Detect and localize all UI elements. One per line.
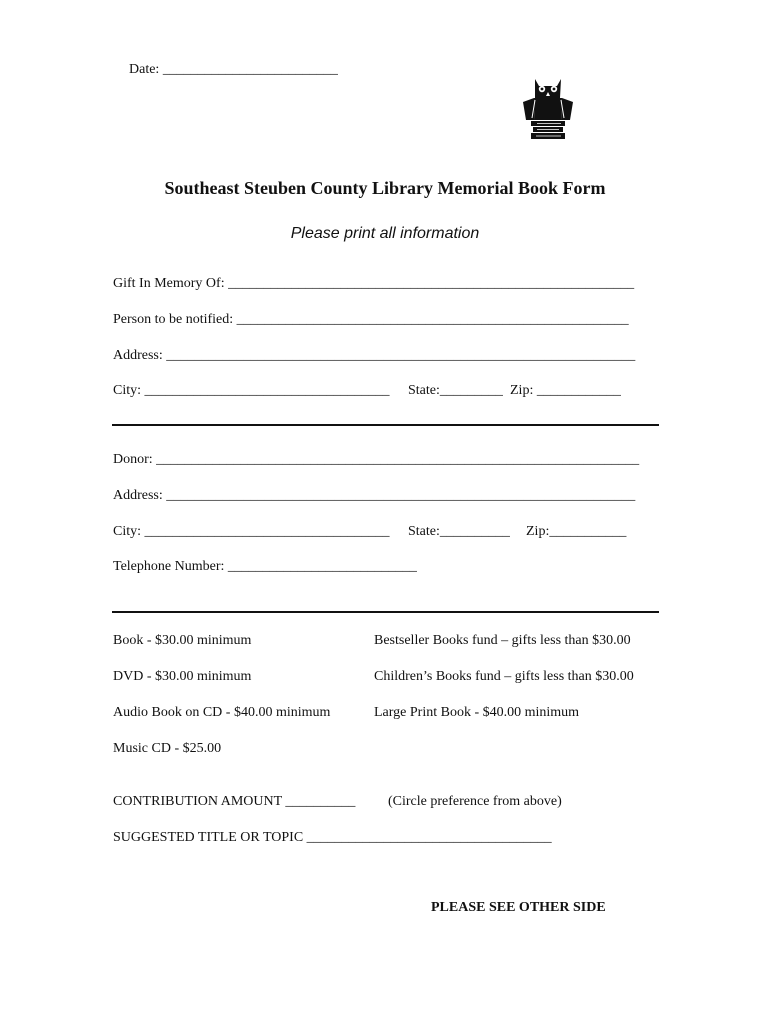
suggested-title-field[interactable]: SUGGESTED TITLE OR TOPIC ___________________________________	[113, 830, 552, 845]
contribution-amount-field[interactable]: CONTRIBUTION AMOUNT __________	[113, 794, 356, 809]
see-other-side-note: PLEASE SEE OTHER SIDE	[431, 900, 606, 915]
telephone-field[interactable]: Telephone Number: ___________________________	[113, 559, 417, 574]
option-large-print: Large Print Book - $40.00 minimum	[374, 705, 580, 720]
option-dvd: DVD - $30.00 minimum	[113, 669, 252, 684]
gift-in-memory-field[interactable]: Gift In Memory Of: __________________________________________________________	[113, 276, 635, 291]
option-audio-book: Audio Book on CD - $40.00 minimum	[113, 705, 331, 720]
date-field-line[interactable]: Date: _________________________	[129, 62, 338, 77]
donor-state-field[interactable]: State:__________	[408, 524, 510, 539]
memorial-state-field[interactable]: State:_________	[408, 383, 503, 398]
contribution-note: (Circle preference from above)	[388, 794, 562, 809]
section-divider	[112, 611, 659, 613]
memorial-address-field[interactable]: Address: ___________________________________________________________________	[113, 348, 636, 363]
donor-address-field[interactable]: Address: ___________________________________________________________________	[113, 488, 636, 503]
person-notified-field[interactable]: Person to be notified: ________________________________________________________	[113, 312, 629, 327]
option-bestseller-fund: Bestseller Books fund – gifts less than $30.00	[374, 633, 631, 648]
option-book: Book - $30.00 minimum	[113, 633, 252, 648]
section-divider	[112, 424, 659, 426]
donor-field[interactable]: Donor: _____________________________________________________________________	[113, 452, 640, 467]
memorial-zip-field[interactable]: Zip: ____________	[510, 383, 621, 398]
form-title: Southeast Steuben County Library Memorial Book Form	[164, 178, 606, 198]
owl-on-books-logo	[519, 76, 577, 142]
option-music-cd: Music CD - $25.00	[113, 741, 222, 756]
option-childrens-fund: Children’s Books fund – gifts less than $30.00	[374, 669, 634, 684]
donor-zip-field[interactable]: Zip:___________	[526, 524, 627, 539]
form-subtitle: Please print all information	[290, 225, 480, 242]
donor-city-field[interactable]: City: ___________________________________	[113, 524, 390, 539]
memorial-city-field[interactable]: City: ___________________________________	[113, 383, 390, 398]
